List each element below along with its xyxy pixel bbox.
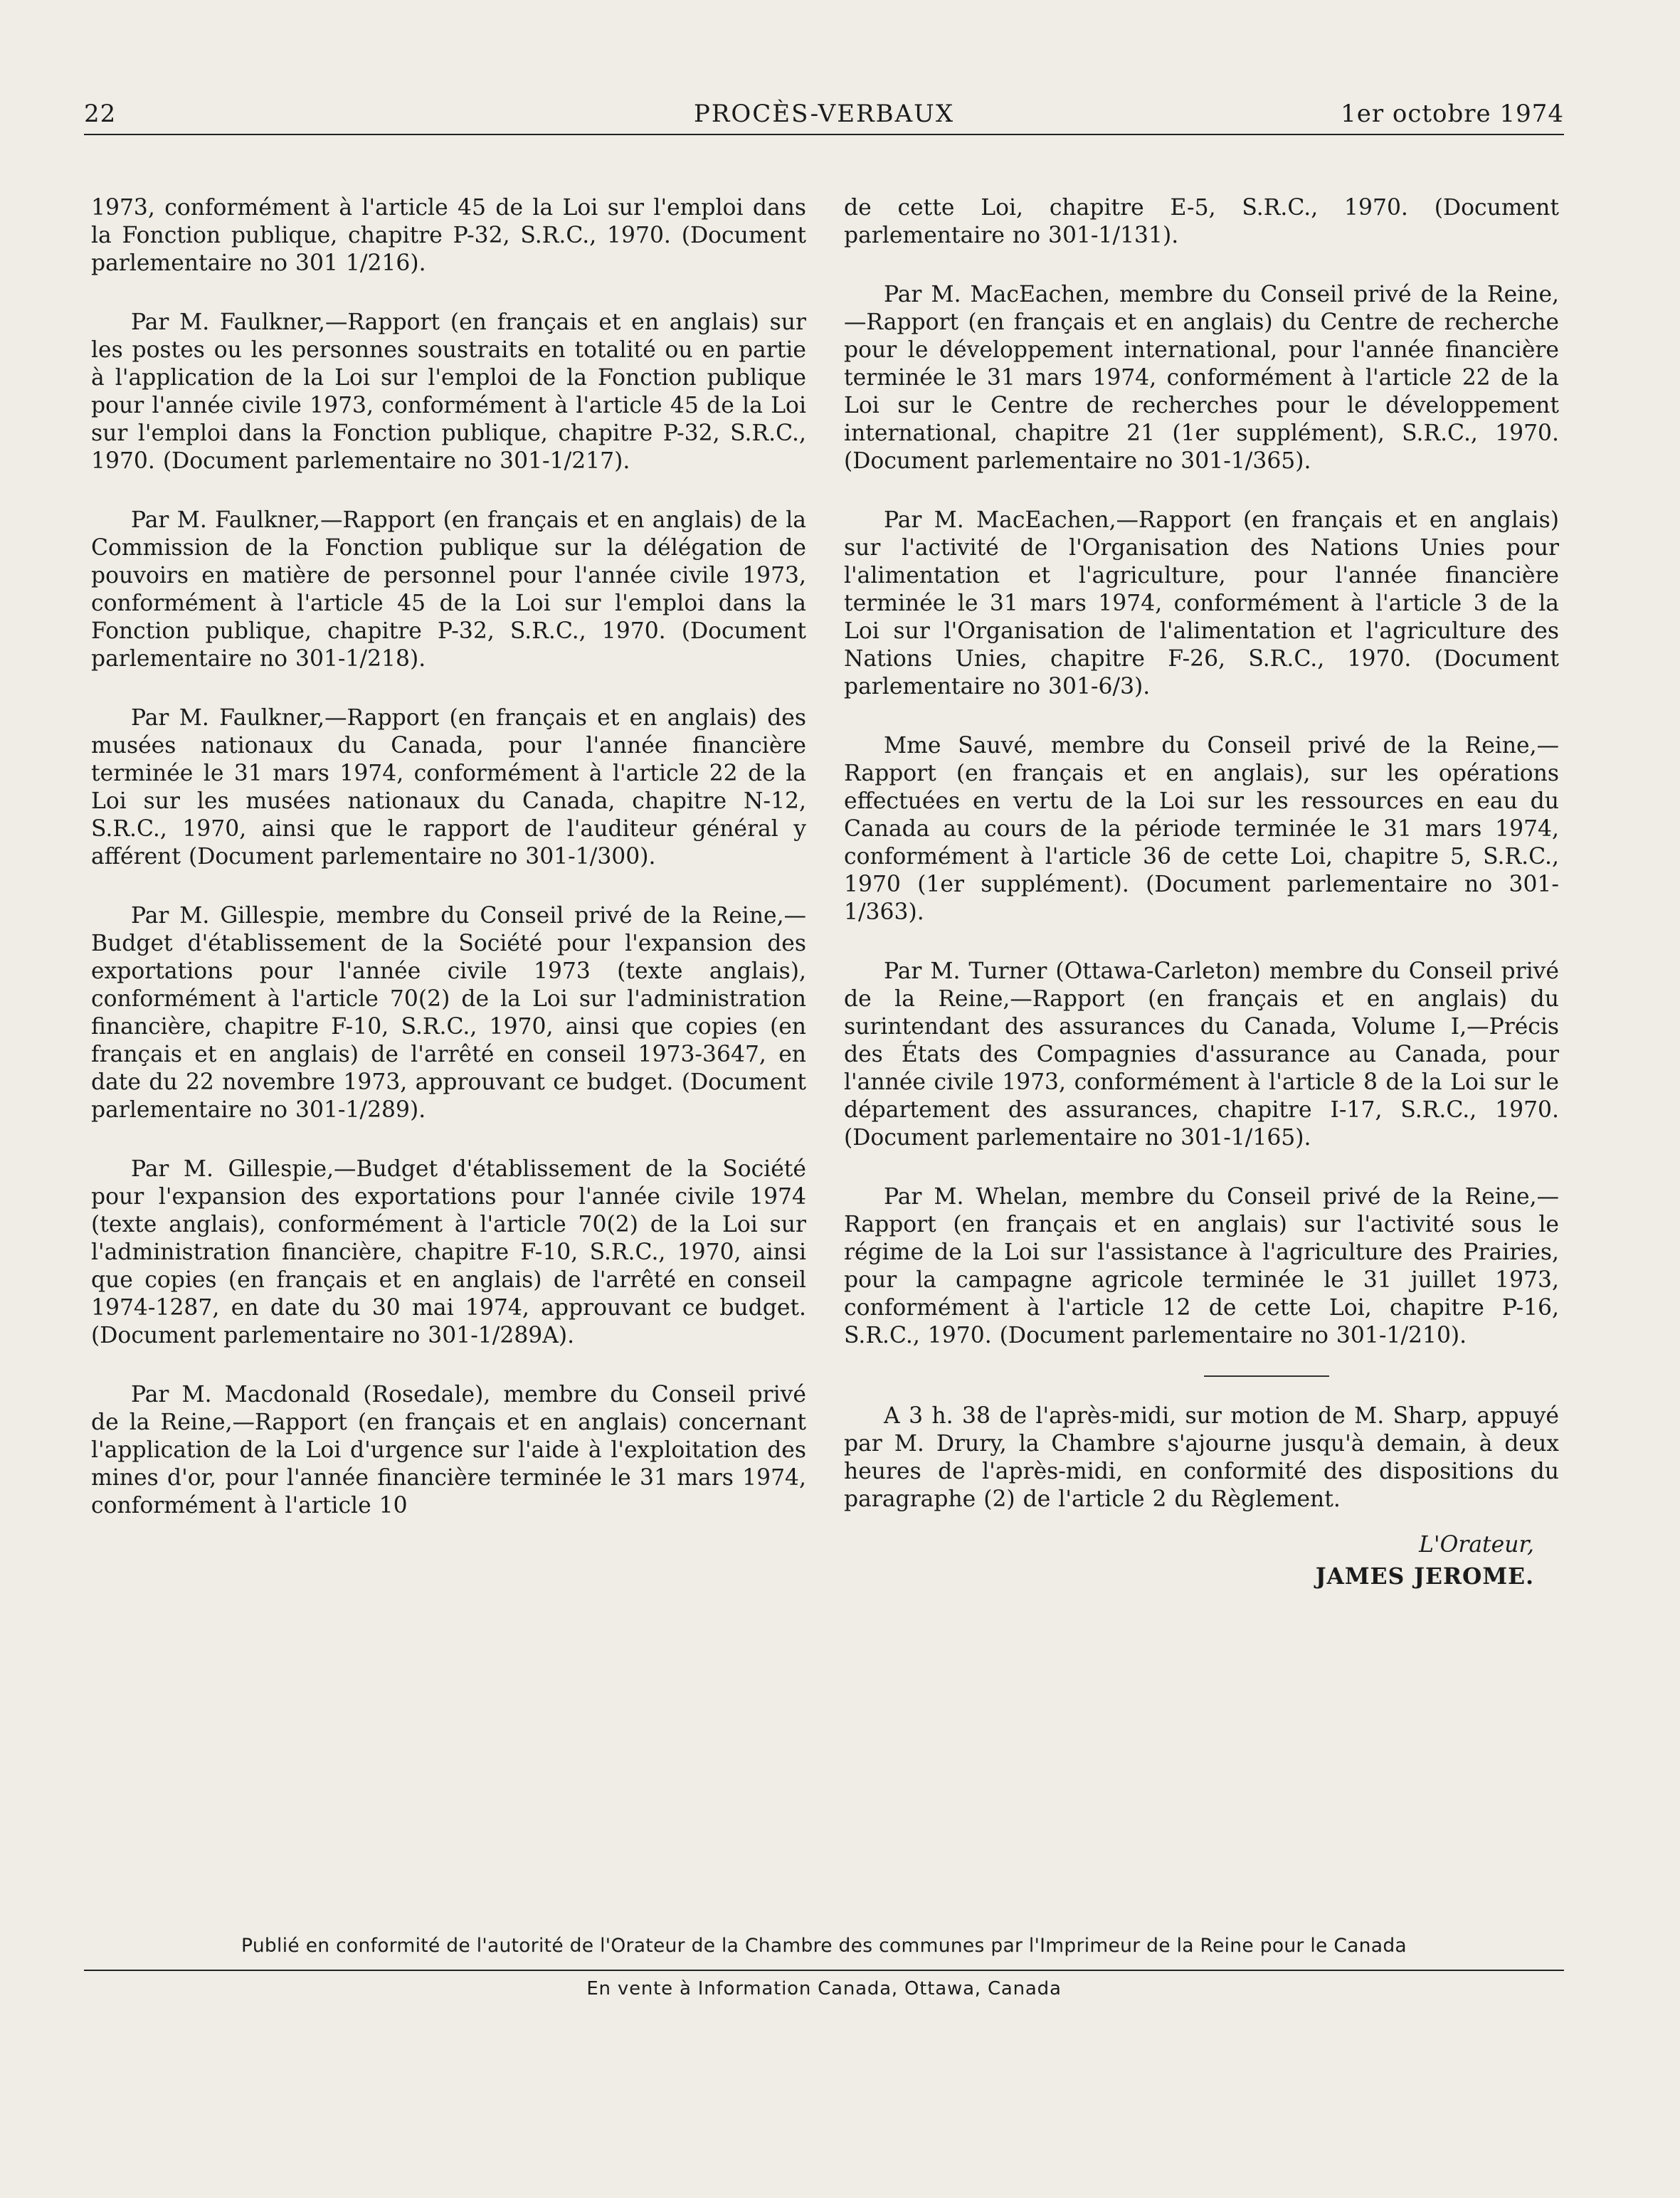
signature-title: L'Orateur, xyxy=(1419,1532,1534,1558)
left-column xyxy=(91,194,806,1533)
adjournment-paragraph: A 3 h. 38 de l'après-midi, sur motion de M. Sharp, appuyé par M. Drury, la Chambre s'ajourne jusqu'à demain, à deux heures de l'après-midi, en conformité des dispositions du paragraphe (2) de l'article 2 du Règlement. xyxy=(844,1403,1559,1512)
footer-rule xyxy=(84,1970,1564,1971)
paragraph: Par M. Faulkner,—Rapport (en français et en anglais) de la Commission de la Fonction publique sur la délégation de pouvoirs en matière de personnel pour l'année civile 1973, conformément à l'article 45 de la Loi sur l'emploi dans la Fonction publique, chapitre P-32, S.R.C., 1970. (Document parlementaire no 301-1/218). xyxy=(91,507,806,672)
publisher-line: Publié en conformité de l'autorité de l'Orateur de la Chambre des communes par l'Imprimeur de la Reine pour le Canada xyxy=(241,1935,1407,1957)
signature-name: JAMES JEROME. xyxy=(1315,1564,1534,1590)
sale-line: En vente à Information Canada, Ottawa, Canada xyxy=(586,1978,1062,1999)
paragraph: Par M. Whelan, membre du Conseil privé de la Reine,—Rapport (en français et en anglais) sur l'activité sous le régime de la Loi sur l'assistance à l'agriculture des Prairies, pour la campagne agricole terminée le 31 juillet 1973, conformément à l'article 12 de cette Loi, chapitre P-16, S.R.C., 1970. (Document parlementaire no 301-1/210). xyxy=(844,1184,1559,1348)
paragraph: Par M. MacEachen, membre du Conseil privé de la Reine,—Rapport (en français et en anglais) du Centre de recherche pour le développement international, pour l'année financière terminée le 31 mars 1974, conformément à l'article 22 de la Loi sur le Centre de recherches pour le développement international, chapitre 21 (1er supplément), S.R.C., 1970. (Document parlementaire no 301-1/365). xyxy=(844,282,1559,474)
paragraph: 1973, conformément à l'article 45 de la Loi sur l'emploi dans la Fonction publique, chapitre P-32, S.R.C., 1970. (Document parlementaire no 301 1/216). xyxy=(91,195,806,276)
page-number: 22 xyxy=(84,100,117,128)
paragraph: Par M. Turner (Ottawa-Carleton) membre du Conseil privé de la Reine,—Rapport (en français et en anglais) du surintendant des assurances du Canada, Volume I,—Précis des États des Compagnies d'assurance au Canada, pour l'année civile 1973, conformément à l'article 8 de la Loi sur le département des assurances, chapitre I-17, S.R.C., 1970. (Document parlementaire no 301-1/165). xyxy=(844,958,1559,1151)
page-header xyxy=(84,100,1564,132)
paragraph: Par M. Gillespie,—Budget d'établissement de la Société pour l'expansion des exportations pour l'année civile 1974 (texte anglais), conformément à l'article 70(2) de la Loi sur l'administration financière, chapitre F-10, S.R.C., 1970, ainsi que copies (en français et en anglais) de l'arrêté en conseil 1974-1287, en date du 30 mai 1974, approuvant ce budget. (Document parlementaire no 301-1/289A). xyxy=(91,1156,806,1348)
signature-block xyxy=(844,1529,1559,1593)
page-title: PROCÈS-VERBAUX xyxy=(693,100,955,128)
section-separator xyxy=(1204,1375,1329,1377)
paragraph: Mme Sauvé, membre du Conseil privé de la Reine,—Rapport (en français et en anglais), sur les opérations effectuées en vertu de la Loi sur les ressources en eau du Canada au cours de la période terminée le 31 mars 1974, conformément à l'article 36 de cette Loi, chapitre 5, S.R.C., 1970 (1er supplément). (Document parlementaire no 301-1/363). xyxy=(844,733,1559,925)
paragraph: Par M. MacEachen,—Rapport (en français et en anglais) sur l'activité de l'Organisation des Nations Unies pour l'alimentation et l'agriculture, pour l'année financière terminée le 31 mars 1974, conformément à l'article 3 de la Loi sur l'Organisation de l'alimentation et l'agriculture des Nations Unies, chapitre F-26, S.R.C., 1970. (Document parlementaire no 301-6/3). xyxy=(844,507,1559,699)
right-column xyxy=(844,194,1559,1593)
paragraph: Par M. Gillespie, membre du Conseil privé de la Reine,—Budget d'établissement de la Société pour l'expansion des exportations pour l'année civile 1973 (texte anglais), conformément à l'article 70(2) de la Loi sur l'administration financière, chapitre F-10, S.R.C., 1970, ainsi que copies (en français et en anglais) de l'arrêté en conseil 1973-3647, en date du 22 novembre 1973, approuvant ce budget. (Document parlementaire no 301-1/289). xyxy=(91,903,806,1123)
header-rule xyxy=(84,134,1564,135)
paragraph: Par M. Faulkner,—Rapport (en français et en anglais) des musées nationaux du Canada, pour l'année financière terminée le 31 mars 1974, conformément à l'article 22 de la Loi sur les musées nationaux du Canada, chapitre N-12, S.R.C., 1970, ainsi que le rapport de l'auditeur général y afférent (Document parlementaire no 301-1/300). xyxy=(91,705,806,870)
page-date: 1er octobre 1974 xyxy=(1341,100,1564,128)
paragraph: Par M. Macdonald (Rosedale), membre du Conseil privé de la Reine,—Rapport (en français et en anglais) concernant l'application de la Loi d'urgence sur l'aide à l'exploitation des mines d'or, pour l'année financière terminée le 31 mars 1974, conformément à l'article 10 xyxy=(91,1382,806,1518)
paragraph: Par M. Faulkner,—Rapport (en français et en anglais) sur les postes ou les personnes soustraits en totalité ou en partie à l'application de la Loi sur l'emploi de la Fonction publique pour l'année civile 1973, conformément à l'article 45 de la Loi sur l'emploi dans la Fonction publique, chapitre P-32, S.R.C., 1970. (Document parlementaire no 301-1/217). xyxy=(91,310,806,474)
paragraph: de cette Loi, chapitre E-5, S.R.C., 1970. (Document parlementaire no 301-1/131). xyxy=(844,195,1559,248)
